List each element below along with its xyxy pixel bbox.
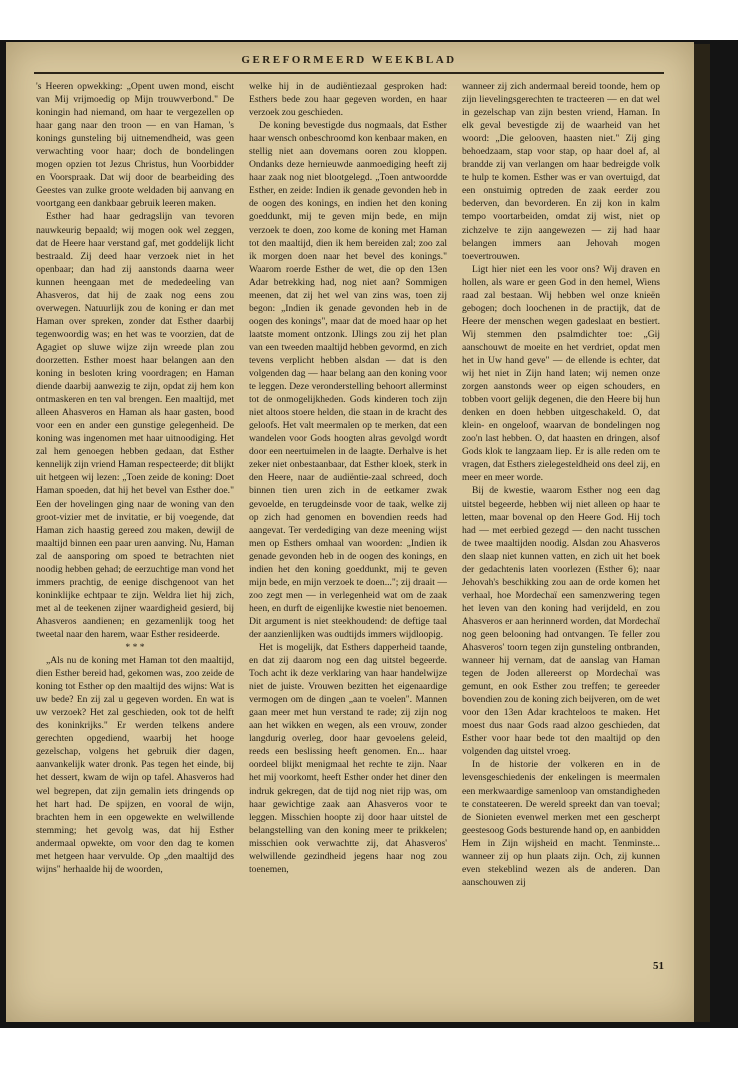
binding-edge [694,44,710,1022]
running-header: GEREFORMEERD WEEKBLAD [241,54,457,66]
paragraph: welke hij in de audiëntiezaal gesproken had: Esthers bede zou haar gegeven worden, en haar verzoek zou geschieden. [249,81,447,119]
paragraph: De koning bevestigde dus nogmaals, dat Esther haar wensch onbeschroomd kon kenbaar maken, en stellig niet aan dovemans ooren zou kloppen. Ondanks deze hernieuwde aanmoediging heeft zij haar zaak nog niet blootgelegd. „Toen antwoordde Esther, en zeide: Indien ik genade gevonden heb in de oogen des konings, en indien het den koning goeddunkt, mij te geven mijn bede, en mijn verzoek te doen, zoo kome de koning met Haman tot den maaltijd, dien ik hem bereiden zal; zoo zal ik morgen doen naar het bevel des konings." Waarom roerde Esther de wet, die op den 13en Adar betrekking had, nog niet aan? Sommigen meenen, dat zij het wel van zins was, toen zij begon: „Indien ik genade gevonden heb in de oogen des konings", maar dat de moed haar op het laatste moment ontzonk. IJlings zou zij het plan van een tweeden maaltijd hebben gevormd, en zich tevens verplicht hebben alsdan — dat is den volgenden dag — haar belang aan den koning voor te leggen. Deze veronderstelling behoort allerminst tot de onmogelijkheden. Gods kinderen toch zijn niet altoos stoere helden, die staan in de kracht des geloofs. Het valt meermalen op te merken, dat een wandelen voor Gods hoogten alras gevolgd wordt door een neertuimelen in de laagte. Derhalve is het zeker niet onbestaanbaar, dat Esther kloek, sterk in den Heere, naar de audiëntie-zaal schreed, doch binnen tien uren zich in de eetkamer zwak gevoelde, en terugdeinsde voor de taak, welke zij op zich had genomen en bovendien reeds had aangevat. Ter verdediging van deze meening wijst men op Esthers omhaal van woorden: „Indien ik genade gevonden heb in de oogen des konings, en indien het den koning goeddunkt, mij te geven mijn bede, en mijn verzoek te doen..."; zij draait — zoo zegt men — in verlegenheid wat om de zaak heen, en durft de eigenlijke kwestie niet benoemen. Dit argument is niet steekhoudend: de deftige taal der aanzienlijken was oudtijds immers wijdloopig. [249,120,447,640]
text-column-2 [249,80,447,950]
header-rule [34,72,664,74]
text-column-3 [462,80,660,950]
page-number: 51 [653,960,664,972]
section-separator: * * * [125,642,145,654]
paragraph: Het is mogelijk, dat Esthers dapperheid taande, en dat zij daarom nog een dag uitstel begeerde. Toch acht ik deze verklaring van haar handelwijze niet de juiste. Vrouwen bezitten het eigenaardige vermogen om de dingen „aan te voelen". Mannen gaan meer met hun verstand te rade; zij zijn nog aan het wikken en wegen, als een vrouw, zonder langdurig overleg, door haar gevoelens geleid, reeds een beslissing heeft genomen. En... haar oordeel blijkt menigmaal het rechte te zijn. Naar het mij voorkomt, heeft Esther onder het diner den indruk gekregen, dat de tijd nog niet rijp was, om haar gewichtige zaak aan Ahasveros voor te leggen. Misschien hoopte zij door haar uitstel de belangstelling van den koning meer te prikkelen; misschien ook verwachtte zij, dat Ahasveros' welwillende gezindheid jegens haar nog zou toenemen, [249,642,447,875]
paragraph: Ligt hier niet een les voor ons? Wij draven en hollen, als ware er geen God in den hemel, Wiens raad zal bestaan. Wij hebben wel onze knieën gebogen; doch loochenen in de practijk, dat de Heere der menschen wegen gadeslaat en bestiert. Wij stemmen den psalmdichter toe: „Gij aanschouwt de moeite en het verdriet, opdat men het in Uw hand geve" — de ellende is echter, dat wij het niet in Zijn hand laten; wij nemen onze zorgen aanstonds weer op eigen schouders, en tobben voort gelijk degenen, die den Heere bij hun denken en doen hebben uitgeschakeld. O, dat klein- en ongeloof, waarvan de bondelingen nog zoo'n last hebben. O, dat haasten en dringen, alsof Gods klok te langzaam liep. Er is alle reden om te vragen, dat Esthers zielegesteldheid ons deel zij, en meer en meer worde. [462,263,660,484]
paragraph: Bij de kwestie, waarom Esther nog een dag uitstel begeerde, hebben wij niet alleen op haar te letten, maar bovenal op den Heere God. Hij toch had — met eerbied gezegd — den nacht tusschen de twee maaltijden noodig. Alsdan zou Ahasveros den slaap niet kunnen vatten, en zich uit het boek der gedachtenis laten voorlezen (Esther 6); naar Jehovah's beschikking zou aan de orde komen het verhaal, hoe Mordechaï een samenzwering tegen het leven van den koning had verijdeld, en zou Ahasveros er aan herinnerd worden, dat Mordechaï nog geen belooning had ontvangen. Te feller zou Ahasveros' toorn tegen zijn gunsteling ontbranden, wanneer hij vernam, dat de aanslag van Haman tegen de Joden allereerst op Mordechaï was gemunt, en ook Esther zou treffen; te gereeder bovendien zou de koning zich beijveren, om de wet voor den 13en Adar krachteloos te maken. Het moest dus naar Gods raad alzoo geschieden, dat Esther voor haar bede tot den maaltijd op den volgenden dag uitstel vroeg. [462,485,660,758]
paragraph: Esther had haar gedragslijn van tevoren nauwkeurig bepaald; wij mogen ook wel zeggen, dat de Heere haar verstand gaf, met goddelijk licht bestraald. Zij deed haar verzoek niet in het openbaar; dan had zij aanstonds daarna weer kunnen heengaan met de mededeeling van Ahasveros, dat hij de zaak nog eens zou overwegen. Natuurlijk zou de koning er dan met Haman over spreken, zonder dat Esther daarbij tegenwoordig was; en het was te voorzien, dat de Agagiet op sluwe wijze zijn wreede plan zou doorzetten. Esther moest haar belangen aan den koning in besloten kring voordragen; en Haman diende daarbij aanwezig te zijn, opdat zij hem kon ontmaskeren en ten val brengen. Een maaltijd, met alleen Ahasveros en Haman als haar gasten, bood voor een en ander een gunstige gelegenheid. De koning was ingenomen met haar uitnoodiging. Het zal hem genoegen hebben gedaan, dat Esther kennelijk zijn vriend Haman respecteerde; dit blijkt uit hetgeen wij lezen: „Toen zeide de koning: Doet Haman spoeden, dat hij het bevel van Esther doe." Een der hovelingen ging naar de woning van den groot-vizier met de invitatie, er bij voegende, dat Haman zich haastig gereed zou maken, dewijl de maaltijd binnen een paar uren aanving. Nu, Haman zal de aansporing om spoed te betrachten niet noodig hebben gehad; de eerzuchtige man vond het immers prachtig, de eenige dischgenoot van het koninklijke echtpaar te zijn. Weldra liet hij zich, met al de teekenen zijner waardigheid gesierd, bij Ahasveros aandienen; en gezamenlijk toog het tweetal naar den harem, waar Esther resideerde. [36,211,234,640]
paragraph: 's Heeren opwekking: „Opent uwen mond, eischt van Mij vrijmoedig op Mijn trouwverbond." De koningin had niemand, om haar te vergezellen op haar gang naar den troon — en van Haman, 's konings gunsteling bij uitnemendheid, was geen verwachting voor haar; doch de bondelingen mogen opzien tot Jezus Christus, hun Voorbidder en Voorspraak. Dat wij door de bearbeiding des Geestes van zulke groote weldaden bij aanvang en voortgang een dankbaar gebruik leeren maken. [36,81,234,210]
paragraph: wanneer zij zich andermaal bereid toonde, hem op zijn lievelingsgerechten te tracteeren — en dat wel in gezelschap van zijn besten vriend, Haman. In elk geval bevestigde zij de waarheid van het woord: „Die gelooven, haasten niet." Zij ging behoedzaam, stap voor stap, op haar doel af, al brandde zij van verlangen om haar bedreigde volk te hulp te komen. Esther was er van overtuigd, dat een onstuimig optreden de zaak eerder zou bederven, dan bevorderen. En zij kon in kalm tempo voortarbeiden, omdat zij wist, niet op zichzelve te zijn aangewezen — zij had haar belangen immers aan Jehovah mogen toevertrouwen. [462,81,660,262]
paragraph: „Als nu de koning met Haman tot den maaltijd, dien Esther bereid had, gekomen was, zoo zeide de koning tot Esther op den maaltijd des wijns: Wat is uw bede? En zij zal u gegeven worden. En wat is uw verzoek? Het zal geschieden, ook tot de helft des koninkrijks." Er werden telkens andere gerechten opgediend, waarbij het hooge gezelschap, volgens het gebruik dier dagen, aanvankelijk water dronk. Pas tegen het einde, bij het dessert, kwam de wijn op tafel. Ahasveros had wel begrepen, dat zijn gemalin iets dringends op het hart had. De spijzen, en vooral de wijn, brachten hem in een opgewekte en welwillende stemming; het gevolg was, dat hij Esther andermaal opwekte, om voor den dag te komen met hetgeen haar vervulde. Op „den maaltijd des wijns" herhaalde hij de woorden, [36,655,234,875]
text-column-1 [36,80,234,950]
paragraph: In de historie der volkeren en in de levensgeschiedenis der enkelingen is meermalen een merkwaardige samenloop van omstandigheden te constateeren. De wereld spreekt dan van toeval; de Sionieten evenwel merken met een gescherpt geestesoog Gods besturende hand op, en aanbidden Hem in Zijn wijsheid en macht. Tenminste... wanneer zij op hun plaats zijn. Och, zij kunnen even stekeblind wezen als de anderen. Dan aanschouwen zij [462,759,660,888]
